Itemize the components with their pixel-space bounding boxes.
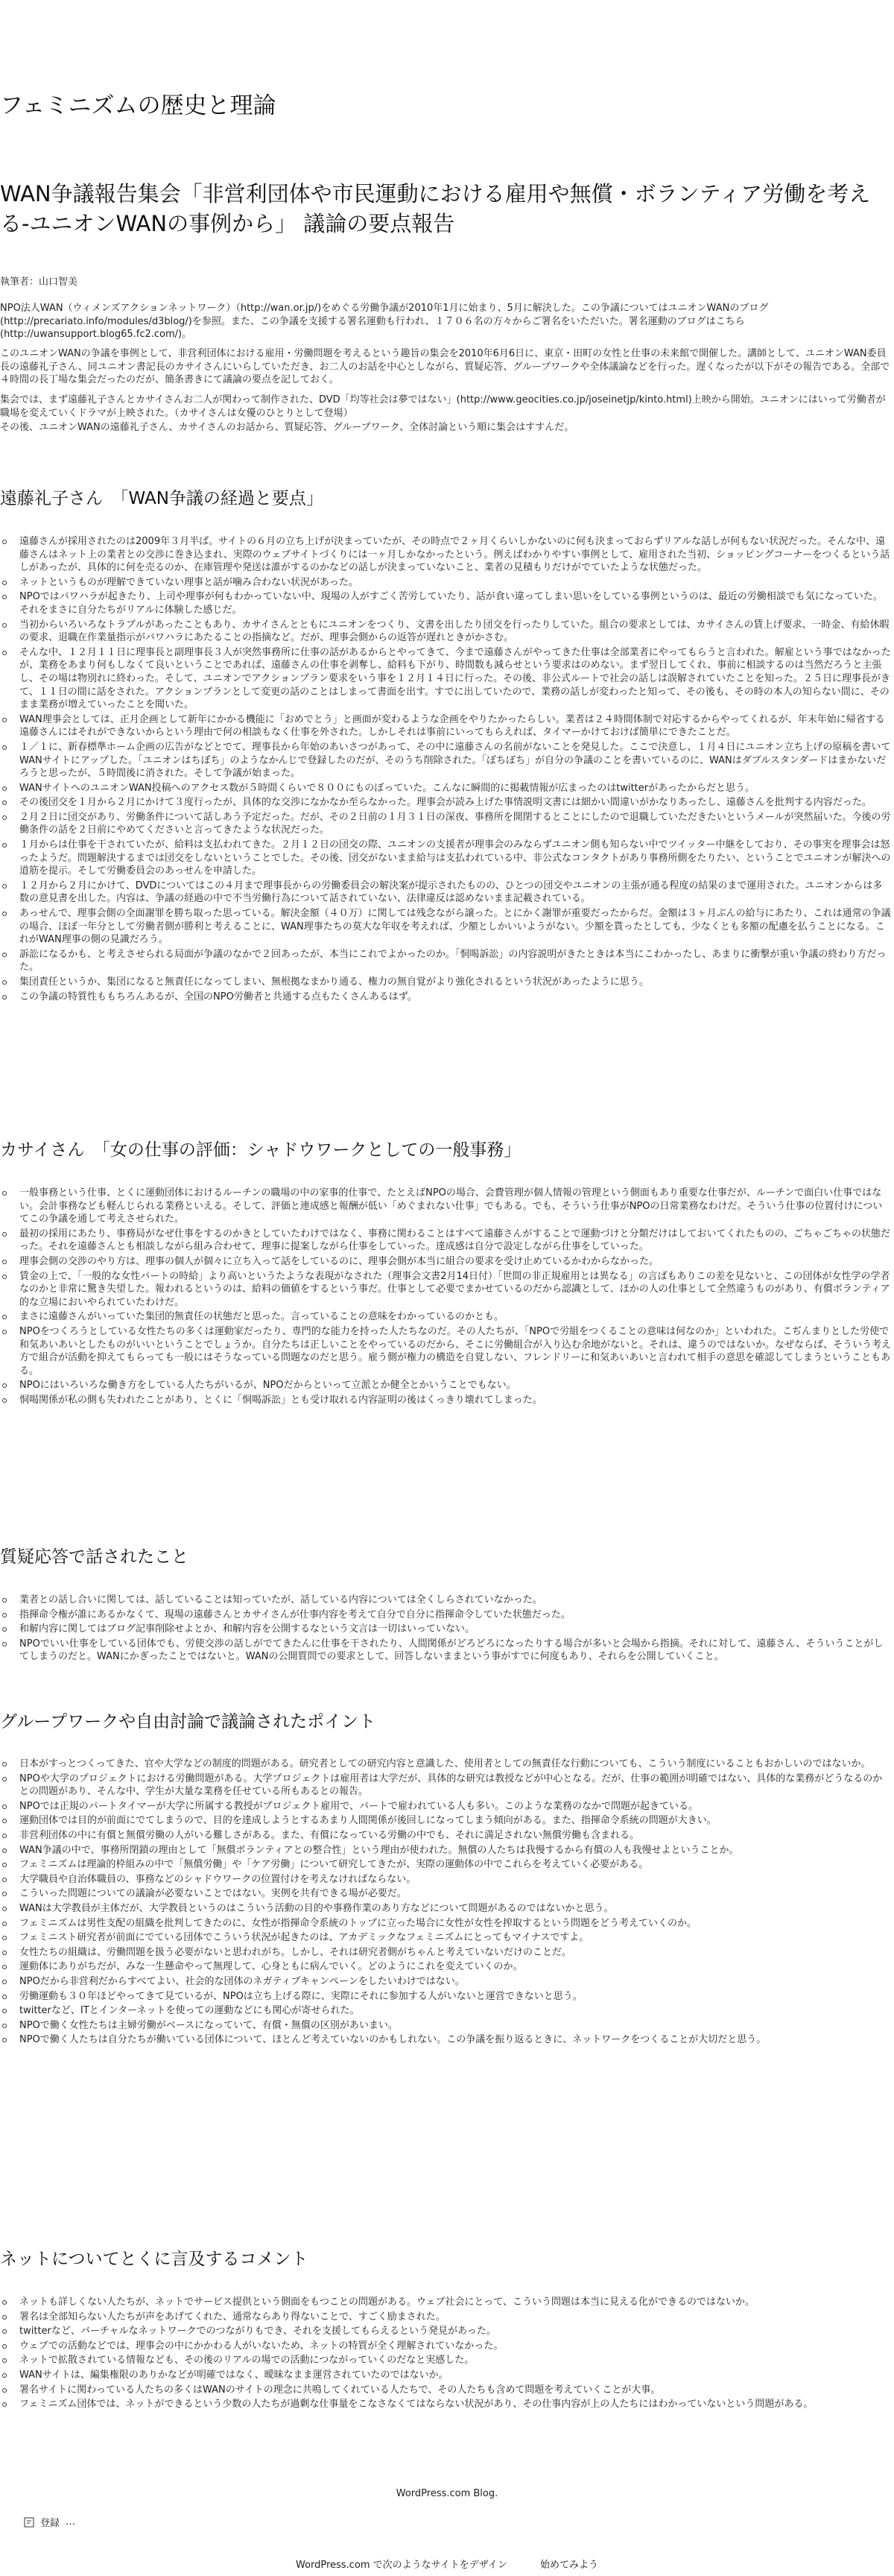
list-item bbox=[0, 991, 891, 1004]
list-item bbox=[0, 880, 891, 906]
list-item bbox=[0, 2369, 891, 2382]
list-item bbox=[0, 948, 891, 974]
list-item-text: まさに遠藤さんがいっていた集団的無責任の状態だと思った。言っていることの意味をわかっているのかとも。 bbox=[19, 1311, 504, 1323]
bullet-icon bbox=[2, 1849, 7, 1853]
list-item-text: 大学職員や自治体職員の、事務などのシャドウワークの位置付けを考えなければならない。 bbox=[19, 1873, 416, 1885]
list-item-text: １月からは仕事を干されていたが、給料は支払われてきた。２月１２日の団交の際、ユニオンの支援者が理事会のみならずユニオン側も知らない中でツイッター中継をしており、その事実を理事会は怒ったようだ。問題解決するまでは団交をしないということでした。その後、団交がないまま給与は支払われている中、非公式なコンタクトがあり事務所側をたりたい、ということでユニオンが解決への道筋を提示。そして労働委員会のあっせんを申請した。 bbox=[19, 839, 891, 877]
wordpress-banner bbox=[0, 2557, 894, 2571]
bullet-icon bbox=[2, 2315, 7, 2320]
bullet-icon bbox=[2, 2388, 7, 2393]
bullet-icon bbox=[2, 1980, 7, 1984]
list-item bbox=[0, 2354, 891, 2367]
list-item-text: 業者との話し合いに関しては、話していることは知っていたが、話している内容については全くしらされていなかった。 bbox=[19, 1594, 542, 1606]
bullet-icon bbox=[2, 995, 7, 1000]
list-item bbox=[0, 1814, 891, 1828]
list-item bbox=[0, 839, 891, 878]
list-item bbox=[0, 2311, 891, 2324]
list-item-text: ２月２日に団交があり、労働条件について話しあう予定だった。だが、その２日前の１月３１日の深夜、事務所を開閉するとことにしたので退職していただきたいというメールが突然届いた。今後の労働条件の話を２日前にやめてくださいと言ってきたような状況だった。 bbox=[19, 811, 891, 836]
bullet-icon bbox=[2, 1613, 7, 1617]
bullet-icon bbox=[2, 2300, 7, 2305]
bullet-icon bbox=[2, 1330, 7, 1334]
bullet-icon bbox=[2, 2373, 7, 2378]
get-started-link[interactable]: 始めてみよう bbox=[539, 2560, 598, 2571]
list-item bbox=[0, 907, 891, 947]
section-list bbox=[0, 1187, 891, 1409]
bullet-icon bbox=[2, 718, 7, 722]
list-item-text: NPOでは正規のパートタイマーが大学に所属する教授がプロジェクト雇用で、パートで雇われている人も多い。このような業務のなかで問題が起きている。 bbox=[19, 1800, 699, 1812]
bullet-icon bbox=[2, 1627, 7, 1632]
list-item-text: WANは大学教員が主体だが、大学教員というのはこういう活動の目的や事務作業のあり方などについて問題があるのではないかと思う。 bbox=[19, 1902, 614, 1914]
bullet-icon bbox=[2, 1834, 7, 1838]
footer-credit bbox=[0, 2488, 894, 2499]
list-item bbox=[0, 1829, 891, 1843]
list-item-text: 署名は全部知らない人たちが声をあげてくれた、通常ならあり得ないことで、すごく励まされた。 bbox=[19, 2311, 446, 2323]
list-item-text: 一般事務という仕事、とくに運動団体におけるルーチンの職場の中の家事的仕事で、たとえばNPOの場合、会費管理が個人情報の管理という側面もあり重要な仕事だが、ルーチンで面白い仕事ではない。会計事務なども軽んじられる業務といえる。そして、評価と連成感と報酬が低い「めぐまれない仕事」でもある。でも、そういう仕事がNPOの日常業務なわけだ。そういう仕事の位置付けについてこの争議を通して考えさせられた。 bbox=[19, 1187, 883, 1225]
list-item-text: ネットで拡散されている情報なども、その後のリアルの場での活動につながっていくのだなと実感した。 bbox=[19, 2355, 475, 2367]
list-item bbox=[0, 2033, 891, 2047]
list-item-text: フェミニズムは男性支配の組織を批判してきたのに、女性が指揮命令系統のトップに立った場合に女性が女性を搾取するという問題をどう考えていくのか。 bbox=[19, 1917, 697, 1929]
list-item bbox=[0, 576, 891, 590]
bullet-icon bbox=[2, 1191, 7, 1196]
bullet-icon bbox=[2, 1878, 7, 1882]
list-item bbox=[0, 2340, 891, 2353]
section-list bbox=[0, 1594, 891, 1665]
bullet-icon bbox=[2, 1598, 7, 1603]
list-item-text: NPOをつくろうとしている女性たちの多くは運動家だったり、専門的な能力を持った人たちなのだ。その人たちが、「NPOで労組をつくることの意味は何なのか」といわれた。こぢんまりとした労使で和気あいあいとしたものがいいということでしょうか。自分たちは正しいことをやっているのだから、そこに労働組合が入り込む余地がないと。それは、違うのではないか。なぜならば、そういう考え方で組合が活動を抑えてもらっても一般にはそうなっている問題なのだと思う。雇う側が権力の構造を自覚しない、フレンドリーに和気あいあいと言われて相手の意思を確認してしまうということもある。 bbox=[19, 1325, 892, 1377]
bullet-icon bbox=[2, 623, 7, 628]
list-item bbox=[0, 1917, 891, 1931]
list-item bbox=[0, 1638, 891, 1664]
bullet-icon bbox=[2, 953, 7, 957]
list-item bbox=[0, 1960, 891, 1974]
list-item bbox=[0, 1609, 891, 1622]
list-item bbox=[0, 1270, 891, 1310]
list-item bbox=[0, 2296, 891, 2309]
more-actions-button[interactable]: … bbox=[66, 2516, 76, 2528]
list-item-text: そんな中、１２月１１日に理事長と副理事長３人が突然事務所に仕事の話があるからとやってきて、今まで遠藤さんがやってきた仕事は全部業者にやってもらうと言われた。解雇という事ではなかったが、業務をあまり何もしなくて良いということであれば、遠藤さんの仕事を剥奪し、給料も下がり、時間数も減らせという要求はのめない。まず翌日してくれ、事前に相談するのは当然だろうと主張し、その場は物別れに終わった。そして、ユニオンでアクションプラン要求をいう事を１２月１４日に行った。その後、非公式ルートで社会の話しは誤解されていたことを知った。２５日に理事長がきて、１１日の間に話をされた。アクションプランとして変更の話のことはしまって書面を出す。すでに出していたので、業務の話しが変わったと知って、その後も、その時の本人の知らない間に、そのまま業務が増えていったことを聞いた。 bbox=[19, 646, 891, 711]
bullet-icon bbox=[2, 2402, 7, 2407]
list-item bbox=[0, 1844, 891, 1857]
bullet-icon bbox=[2, 581, 7, 585]
list-item bbox=[0, 1394, 891, 1407]
list-item-text: 署名サイトに関わっている人たちの多くはWANのサイトの理念に共鳴してくれている人たちで、その人たちも含めて問題を考えていくことが大事。 bbox=[19, 2384, 661, 2396]
list-item bbox=[0, 1594, 891, 1607]
intro-paragraph: その後、ユニオンWANの遠藤礼子さん、カサイさんのお話から、質疑応答、グループワーク、全体討論という順に集会はすすんだ。 bbox=[0, 422, 574, 433]
list-item bbox=[0, 1325, 891, 1377]
list-item-text: こういった問題についての議論が必要ないことではない。実例を共有できる場が必要だ。 bbox=[19, 1888, 407, 1900]
section-list bbox=[0, 535, 891, 1005]
bullet-icon bbox=[2, 2344, 7, 2349]
list-item-text: 当初からいろいろなトラブルがあったこともあり、カサイさんとともにユニオンをつくり、文書を出したり団交を行ったりしていた。組合の要求としては、カサイさんの賃上げ要求、一時金、有給休暇の要求、退職在作業量指示がパワハラにあたることの指摘など。だが、理事会側からの返答が遅れときがかさむ。 bbox=[19, 619, 890, 644]
list-item bbox=[0, 2384, 891, 2397]
list-item-text: フェミニズム団体では、ネットができるという少数の人たちが過剰な仕事量をこなさなくてはならない状況があり、その仕事内容が上の人たちにはわかっていないという問題がある。 bbox=[19, 2399, 814, 2411]
follow-button[interactable]: 登録 bbox=[40, 2518, 60, 2529]
bullet-icon bbox=[2, 1907, 7, 1911]
list-item-text: NPOにはいろいろな働き方をしている人たちがいるが、NPOだからといって立派とか健全とかいうことでもない。 bbox=[19, 1380, 516, 1392]
bullet-icon bbox=[2, 2038, 7, 2042]
bullet-icon bbox=[2, 1936, 7, 1940]
list-item bbox=[0, 1310, 891, 1324]
bullet-icon bbox=[2, 1951, 7, 1955]
section-heading: 質疑応答で話されたこと bbox=[0, 1547, 188, 1567]
list-item bbox=[0, 2019, 891, 2033]
bullet-icon bbox=[2, 980, 7, 985]
list-item-text: twitterなど、バーチャルなネットワークでのつながりもでき、それを支援してもらえるという発見があった。 bbox=[19, 2326, 496, 2337]
bullet-icon bbox=[2, 912, 7, 916]
list-item bbox=[0, 811, 891, 837]
section-heading: グループワークや自由討論で議論されたポイント bbox=[0, 1712, 376, 1731]
list-item-text: ネットというものが理解できていない理事と話が噛み合わない状況があった。 bbox=[19, 576, 358, 588]
banner-text: WordPress.com で次のようなサイトをデザイン bbox=[296, 2560, 507, 2571]
list-item-text: 運動団体では目的が前面にでてしまうので、目的を達成しようとするあまり人間関係が後回しになってしまう傾向がある。また、指揮命令系統の問題が大きい。 bbox=[19, 1815, 717, 1827]
list-item-text: ネットも詳しくない人たちが、ネットでサービス提供という側面をもつことの問題がある。ウェブ社会にとって、こういう問題は本当に見える化ができるのではないか。 bbox=[19, 2296, 755, 2308]
list-item-text: WAN理事会としては、正月企画として新年にかかる機能に「おめでとう」と画面が変わるような企画をやりたかったらしい。業者は２４時間体制で対応するからやってくれるが、年末年始に帰省する遠藤さんにはそれができないからという理由で何の相談もなく仕事を外された。しかしそれは事前にいってもらえれば、タイマーかけておけば簡単にできたことだ。 bbox=[19, 713, 885, 739]
list-item-text: 指揮命令権が誰にあるかなくて、現場の遠藤さんとカサイさんが仕事内容を考えて自分で自分に指揮命令していた状態だった。 bbox=[19, 1609, 571, 1620]
list-item-text: 和解内容に関してはブログ記事削除せよとか、和解内容を公開するなという文言は一切はいっていない。 bbox=[19, 1623, 475, 1635]
list-item bbox=[0, 1887, 891, 1901]
bullet-icon bbox=[2, 2009, 7, 2013]
list-item-text: NPOや大学のプロジェクトにおける労働問題がある。大学プロジェクトは雇用者は大学だが、具体的な研究は教授などが中心となる。だが、仕事の範囲が明確ではない、具体的な業務がどうなるのかとの問題があり、そんな中、学生が大量な業務を任せている所もあるとの報告。 bbox=[19, 1772, 883, 1798]
bullet-icon bbox=[2, 843, 7, 847]
bullet-icon bbox=[2, 1315, 7, 1319]
list-item bbox=[0, 1758, 891, 1771]
list-item bbox=[0, 1975, 891, 1989]
list-item bbox=[0, 590, 891, 616]
bullet-icon bbox=[2, 1777, 7, 1781]
bullet-icon bbox=[2, 1805, 7, 1809]
list-item bbox=[0, 2004, 891, 2018]
list-item-text: NPOだから非営利だからすべてよい、社会的な団体のネガティブキャンペーンをしたいわけではない。 bbox=[19, 1975, 465, 1987]
list-item bbox=[0, 1187, 891, 1226]
list-item bbox=[0, 619, 891, 645]
bullet-icon bbox=[2, 815, 7, 820]
list-item bbox=[0, 1873, 891, 1887]
intro-paragraph: 集会では、まず遠藤礼子さんとカサイさんお二人が関わって制作された、DVD「均等社会は夢ではない」(http://www.geocities.co.jp/joseinetjp/kinto.html)上映から開始。ユニオンにはいって労働者が職場を変えていくドラマが上映された。（カサイさんは女優のひとりとして登場） bbox=[0, 394, 886, 419]
bullet-icon bbox=[2, 1762, 7, 1767]
list-item bbox=[0, 1858, 891, 1872]
list-item bbox=[0, 2325, 891, 2338]
list-item bbox=[0, 1902, 891, 1916]
list-item bbox=[0, 1990, 891, 2004]
bullet-icon bbox=[2, 595, 7, 599]
action-bar bbox=[24, 2515, 75, 2529]
bullet-icon bbox=[2, 2329, 7, 2334]
list-item bbox=[0, 1931, 891, 1945]
bullet-icon bbox=[2, 1995, 7, 1999]
list-item-text: 賃金の上で、「一般的な女性パートの時給」より高いというたような表現がなされた（理事会文書2月14日付）「世間の非正規雇用とは異なる」の言ばもありこの差を見ないと、この団体が女性学の学者なのかと非常に驚き失望した。報われるというのは、給料の価値をするという事だ。仕事として必要でまかせているのだから認識として、ほかの人の仕事として全然違うものがあり、有償ボランティア的な立場においやられていたわけだ。 bbox=[19, 1270, 890, 1308]
list-item-text: WANサイトへのユニオンWAN投稿へのアクセス数が５時間くらいで８００にものぼっていた。こんなに瞬間的に掲載情報が広まったのはtwitterがあったからだと思う。 bbox=[19, 782, 755, 794]
list-item-text: 恫喝関係が私の側も失われたことがあり、とくに「恫喝訴訟」とも受け取れる内容証明の後はくっきり壊れてしまった。 bbox=[19, 1394, 542, 1406]
list-item-text: 遠藤さんが採用されたのは2009年３月半ば。サイトの６月の立ち上げが決まっていたが、その時点で２ヶ月くらいしかないのに何も決まっておらずリアルな話しが何もない状況だった。そんな中、遠藤さんはネット上の業者との交渉に巻き込まれ、実際のウェブサイトづくりには一ヶ月しかなかったという。例えばわかりやすい事例として、雇用された当初、ショッピングコーナーをつくるという話しがあったが、具体的に何を売るのか、在庫管理や発送は誰がするのかなどの話しが決まっていないこと、業者の見積もりだけがでていたような状態だった。 bbox=[19, 536, 890, 574]
list-item bbox=[0, 1623, 891, 1636]
bullet-icon bbox=[2, 540, 7, 544]
list-item-text: フェミニズムは理論的枠組みの中で「無償労働」や「ケア労働」について研究してきたが、実際の運動体の中でこれらを考えていく必要がある。 bbox=[19, 1859, 649, 1871]
section-heading: 遠藤礼子さん 「WAN争議の経過と要点」 bbox=[0, 489, 323, 508]
list-item bbox=[0, 782, 891, 795]
bullet-icon bbox=[2, 651, 7, 655]
intro-paragraph: NPO法人WAN（ウィメンズアクションネットワーク）（http://wan.or.jp/)をめぐる労働争議が2010年1月に始まり、5月に解決した。この争議についてはユニオンWANのブログ (http://precariato.info/modules/d3blog/)を参照。また、この争議を支援する署名運動も行われ、１７０６名の方々からご署名をいただいた。署名運動のブログはこちら (http://uwansupport.blog65.fc2.com/)。 bbox=[0, 303, 769, 341]
wordpress-credit-link[interactable]: WordPress.com Blog. bbox=[396, 2488, 498, 2499]
list-item bbox=[0, 1800, 891, 1813]
list-item bbox=[0, 713, 891, 739]
bullet-icon bbox=[2, 1232, 7, 1237]
section-list bbox=[0, 2296, 891, 2413]
section-heading: カサイさん 「女の仕事の評価：シャドウワークとしての一般事務」 bbox=[0, 1140, 522, 1160]
byline: 執筆者：山口智美 bbox=[0, 277, 78, 288]
list-item-text: あっせんで、理事会側の全面謝罪を勝ち取った思っている。解決金額（４０万）に関しては残念ながら譲った。とにかく謝罪が重要だったからだ。金額は３ヶ月ぶんの給与にあたり、これは通常の争議の場合、ほぼ一年分として労働者側が勝利と考えることに、WAN理事たちの莫大な年収を考えれば、少額としかいいようがない。少額を貰ったとしても、少なくとも多額の配慮を払うことになる。これがWAN理事の側の見識だろう。 bbox=[19, 908, 891, 946]
bullet-icon bbox=[2, 2024, 7, 2028]
list-item bbox=[0, 976, 891, 989]
list-item bbox=[0, 1772, 891, 1799]
list-item-text: 訴訟になるかも、と考えさせられる局面が争議のなかで２回あったが、本当にこれでよかったのか。「恫喝訴訟」の内容説明がきたときは本当にこわかったし、あまりに衝撃が重い争議の終わり方だった。 bbox=[19, 948, 887, 973]
bullet-icon bbox=[2, 1398, 7, 1403]
list-item-text: 運動体にありがちだが、みな一生懸命やって無理して、心身ともに病んでいく。どのようにこれを変えていくのか。 bbox=[19, 1961, 523, 1973]
bullet-icon bbox=[2, 1383, 7, 1388]
section-list bbox=[0, 1758, 891, 2048]
bullet-icon bbox=[2, 1922, 7, 1926]
bullet-icon bbox=[2, 1863, 7, 1867]
list-item-text: 最初の採用にあたり、事務局がなぜ仕事をするのかきとしていたわけではなく、事務に関わることはすべて遠藤さんがすることで運動づけと分類だけはしておいてくれたものの、ごちゃごちゃの状態だった。それを遠藤さんとも相談しながら組み合わせて、理事に提案しながら仕事をしていった。達成感は自分で設定しながら仕事をしていった。 bbox=[19, 1228, 890, 1253]
list-item-text: フェミニスト研究者が前面にでている団体でこういう状況が起きたのは、アカデミックなフェミニズムにとってもマイナスですよ。 bbox=[19, 1932, 589, 1944]
list-item-text: 労働運動も３０年ほどやってきて見ているが、NPOは立ち上げる際に、実際にそれに参加する人がいないと運営できないと思う。 bbox=[19, 1990, 583, 2002]
bullet-icon bbox=[2, 786, 7, 791]
bullet-icon bbox=[2, 884, 7, 888]
list-item bbox=[0, 741, 891, 780]
list-item-text: NPOで働く女性たちは主婦労働がベースになっていて、有償・無償の区別があいまい。 bbox=[19, 2019, 398, 2031]
list-item bbox=[0, 535, 891, 575]
section-heading: ネットについてとくに言及するコメント bbox=[0, 2250, 308, 2269]
bullet-icon bbox=[2, 1965, 7, 1969]
list-item-text: NPOではパワハラが起きたり、上司や理事が何もわかっていない中、現場の人がすごく苦労していたり、話が食い違ってしまい思いをしている事例というのは、最近の労働相談でも気になっていた。それをまさに自分たちがリアルに体験した感じだ。 bbox=[19, 591, 883, 616]
list-item-text: この争議の特質性ももちろんあるが、全国のNPO労働者と共通する点もたくさんあるはず。 bbox=[19, 991, 417, 1003]
list-item-text: WAN争議の中で、事務所閉鎖の理由として「無償ボランティアとの整合性」という理由が使われた。無償の人たちは我慢するから有償の人も我慢せよということか。 bbox=[19, 1844, 739, 1856]
list-item bbox=[0, 2398, 891, 2411]
list-item-text: WANサイトは、編集権限のありかなどが明確ではなく、曖昧なまま運営されていたのではないか。 bbox=[19, 2369, 448, 2381]
bullet-icon bbox=[2, 745, 7, 750]
follow-icon[interactable] bbox=[24, 2517, 34, 2528]
list-item-text: ウェブでの活動などでは、理事会の中にかかわる人がいないため、ネットの特質が全く理解されていなかった。 bbox=[19, 2340, 504, 2352]
list-item-text: 理事会側の交渉のやり方は、理事の個人が個々に立ち入って話をしているのに、理事会側が本当に組合の要求を受け止めているかわからなかった。 bbox=[19, 1255, 659, 1267]
list-item bbox=[0, 1228, 891, 1254]
bullet-icon bbox=[2, 801, 7, 805]
intro-paragraph: このユニオンWANの争議を事例として、非営利団体における雇用・労働問題を考えるという趣旨の集会を2010年6月6日に、東京・田町の女性と仕事の未来館で開催した。講師として、ユニオンWAN委員長の遠藤礼子さん、同ユニオン書記長のカサイさんにいらしていただき、お二人のお話を中心としながら、質疑応答、グループワークや全体議論などを行った。遅くなったが以下がその報告である。全部で４時間の長丁場な集会だったのだが、簡条書きにて議論の要点を記しておく。 bbox=[0, 348, 890, 386]
list-item-text: その後団交を１月から２月にかけて３度行ったが、具体的な交渉になかなか至らなかった。理事会が読み上げた事情説明文書には細かい間違いがかなりあったし、遠藤さんを批判する内容だった。 bbox=[19, 797, 872, 809]
list-item-text: NPOで働く人たちは自分たちが働いている団体について、ほとんど考えていないのかもしれない。この争議を振り返るときに、ネットワークをつくることが大切だと思う。 bbox=[19, 2034, 767, 2046]
list-item-text: twitterなど、ITとインターネットを使っての運動などにも関心が寄せられた。 bbox=[19, 2005, 360, 2017]
list-item bbox=[0, 1379, 891, 1392]
bullet-icon bbox=[2, 2358, 7, 2363]
list-item bbox=[0, 796, 891, 809]
list-item-text: NPOでいい仕事をしている団体でも、労使交渉の話しがでてきたんに仕事を干されたり、人間関係がどろどろになったりする場合が多いと会場から指摘。それに対して、遠藤さん、そういうことがしてしまうのだと。WANにかぎったことではないと。WANの公開質問での要求として、回答しないままという事がすでに何度もあり、それらを公開していくこと。 bbox=[19, 1638, 884, 1663]
list-item bbox=[0, 1255, 891, 1269]
list-item-text: 集団責任というか、集団になると無責任になってしまい、無根拠なまかり通る、権力の無自覚がより強化されるという状況があったように思う。 bbox=[19, 976, 649, 988]
list-item-text: １／１に、新春標準ホーム企画の広告がなどとでて、理事長から年始のあいさつがあって、その中に遠藤さんの名前がないことを発見した。ここで決意し、１月４日にユニオン立ち上げの原稿を書いてWANサイトにアップした。「ユニオンはちぼち」のようなかんじで登録したのだが、そのうち削除された。「ぼちぼち」が自分の争議のことを書いているのに、WANはダブルスタンダードはまかないだろうと思ったが、５時間後に消された。そして争議が始まった。 bbox=[19, 741, 891, 780]
site-title[interactable]: フェミニズムの歴史と理論 bbox=[0, 92, 276, 119]
bullet-icon bbox=[2, 1642, 7, 1647]
bullet-icon bbox=[2, 1819, 7, 1823]
list-item-text: １２月から２月にかけて、DVDについてはこの４月まで理事長からの労働委員会の解決案が提示されたものの、ひとつの団交やユニオンの主張が通る程度の結果のまで運用された。ユニオンからは多数の意見書を出した。内容は、争議の経過の中で不当労働行為について話されていない、法律違反は認めないまま記載されている。 bbox=[19, 880, 883, 905]
list-item-text: 日本がすっとつくってきた、官や大学などの制度的問題がある。研究者としての研究内容と意識した、使用者としての無責任な行動についても、こういう制度にいることもおかしいのではないか。 bbox=[19, 1758, 871, 1770]
bullet-icon bbox=[2, 1275, 7, 1279]
list-item bbox=[0, 1946, 891, 1960]
list-item-text: 非営利団体の中に有償と無償労働の人がいる難しさがある。また、有償になっている労働の中でも、それに満足されない無償労働も含まれる。 bbox=[19, 1829, 640, 1841]
list-item bbox=[0, 646, 891, 712]
list-item-text: 女性たちの組織は、労働問題を扱う必要がないと思われがち。しかし、それは研究者側がちゃんと考えていないだけのことだ。 bbox=[19, 1946, 572, 1958]
bullet-icon bbox=[2, 1892, 7, 1896]
bullet-icon bbox=[2, 1260, 7, 1264]
post-title: WAN争議報告集会「非営利団体や市民運動における雇用や無償・ボランティア労働を考える-ユニオンWANの事例から」 議論の要点報告 bbox=[0, 181, 871, 236]
